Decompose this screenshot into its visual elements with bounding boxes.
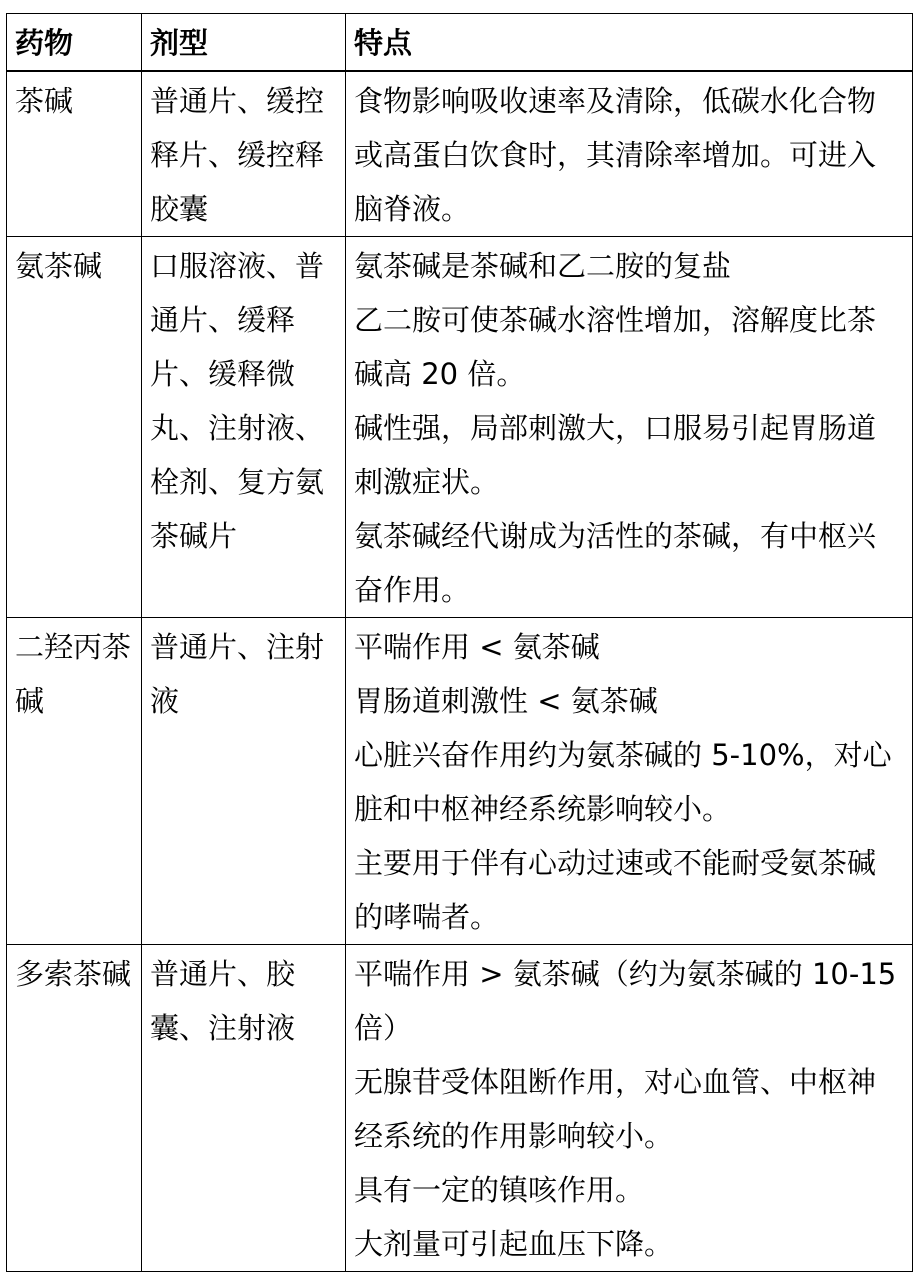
- header-row: [7, 14, 913, 72]
- dosage-form-cell: 普通片、注射液: [142, 618, 346, 945]
- feature-line: 主要用于伴有心动过速或不能耐受氨茶碱的哮喘者。: [354, 846, 877, 934]
- drug-name-cell: 氨茶碱: [7, 237, 142, 618]
- table-row: [7, 71, 913, 237]
- drug-name-cell: 二羟丙茶碱: [7, 618, 142, 945]
- header-dosage-form: 剂型: [142, 14, 346, 72]
- feature-line: 乙二胺可使茶碱水溶性增加，溶解度比茶碱高 20 倍。: [354, 303, 877, 391]
- feature-line: 平喘作用 > 氨茶碱（约为氨茶碱的 10-15 倍）: [354, 957, 897, 1045]
- features-cell: [346, 618, 913, 945]
- header-drug: 药物: [7, 14, 142, 72]
- features-cell: [346, 945, 913, 1272]
- dosage-form-cell: 普通片、缓控释片、缓控释胶囊: [142, 71, 346, 237]
- feature-line: 食物影响吸收速率及清除，低碳水化合物或高蛋白饮食时，其清除率增加。可进入脑脊液。: [354, 84, 877, 226]
- feature-line: 平喘作用 < 氨茶碱: [354, 630, 600, 664]
- table-row: [7, 618, 913, 945]
- feature-line: 胃肠道刺激性 < 氨茶碱: [354, 684, 658, 718]
- features-cell: [346, 71, 913, 237]
- dosage-form-cell: 口服溶液、普通片、缓释片、缓释微丸、注射液、栓剂、复方氨茶碱片: [142, 237, 346, 618]
- features-cell: [346, 237, 913, 618]
- drug-comparison-table: [6, 13, 913, 1272]
- feature-line: 大剂量可引起血压下降。: [354, 1227, 674, 1261]
- table-row: [7, 945, 913, 1272]
- drug-name-cell: 茶碱: [7, 71, 142, 237]
- drug-name-cell: 多索茶碱: [7, 945, 142, 1272]
- feature-line: 碱性强，局部刺激大，口服易引起胃肠道刺激症状。: [354, 411, 877, 499]
- dosage-form-cell: 普通片、胶囊、注射液: [142, 945, 346, 1272]
- header-features: 特点: [346, 14, 913, 72]
- table-row: [7, 237, 913, 618]
- feature-line: 心脏兴奋作用约为氨茶碱的 5-10%，对心脏和中枢神经系统影响较小。: [354, 738, 892, 826]
- feature-line: 无腺苷受体阻断作用，对心血管、中枢神经系统的作用影响较小。: [354, 1065, 877, 1153]
- feature-line: 氨茶碱经代谢成为活性的茶碱，有中枢兴奋作用。: [354, 519, 877, 607]
- feature-line: 具有一定的镇咳作用。: [354, 1173, 645, 1207]
- feature-line: 氨茶碱是茶碱和乙二胺的复盐: [354, 249, 732, 283]
